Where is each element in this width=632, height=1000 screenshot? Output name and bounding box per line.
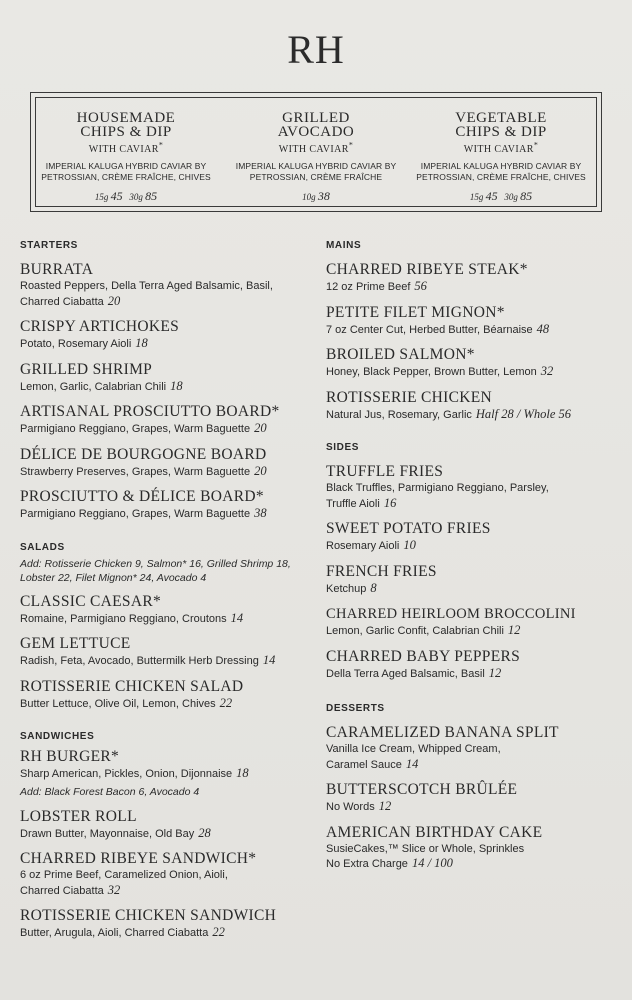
add-on-note: Add: Black Forest Bacon 6, Avocado 4 — [20, 785, 200, 798]
menu-item — [326, 463, 616, 511]
item-price: 12 — [488, 665, 502, 680]
item-name: GRILLED SHRIMP — [20, 360, 153, 378]
item-desc: Potato, Rosemary Aioli 18 — [20, 336, 148, 350]
item-name: LOBSTER ROLL — [20, 807, 137, 825]
caviar-desc: IMPERIAL KALUGA HYBRID CAVIAR BY PETROSSIAN, CRÈME FRAÎCHE, CHIVES — [41, 161, 211, 182]
caviar-item — [411, 111, 591, 204]
caviar-price: 15g 45 30g 85 — [469, 189, 533, 203]
rh-logo: RH — [287, 27, 345, 72]
section-heading: SANDWICHES — [20, 731, 95, 742]
item-price: 18 — [135, 336, 148, 350]
menu-item — [20, 678, 310, 712]
menu-item — [20, 403, 310, 437]
item-desc: Black Truffles, Parmigiano Reggiano, Parsley, Truffle Aioli 16 — [326, 482, 549, 510]
item-price: 28 — [198, 825, 211, 840]
item-desc: Parmigiano Reggiano, Grapes, Warm Baguette 20 — [20, 421, 267, 435]
item-desc: Vanilla Ice Cream, Whipped Cream, Caramel Sauce 14 — [326, 743, 501, 771]
item-desc: Drawn Butter, Mayonnaise, Old Bay 28 — [20, 825, 211, 840]
item-desc: Roasted Peppers, Della Terra Aged Balsamic, Basil, Charred Ciabatta 20 — [20, 280, 273, 308]
item-price: 32 — [107, 882, 121, 897]
caviar-item — [36, 111, 216, 204]
section-heading: MAINS — [326, 240, 362, 251]
section-heading: STARTERS — [20, 240, 78, 251]
item-desc: Ketchup 8 — [326, 580, 377, 595]
item-name: CARAMELIZED BANANA SPLIT — [326, 724, 559, 741]
item-desc: Lemon, Garlic, Calabrian Chili 18 — [20, 378, 183, 393]
menu-item — [20, 593, 310, 627]
item-desc: Sharp American, Pickles, Onion, Dijonnaise 18 — [20, 766, 249, 780]
caviar-title: CHIPS & DIP — [80, 124, 172, 140]
item-price: 56 — [414, 279, 427, 293]
item-name: GEM LETTUCE — [20, 635, 131, 652]
item-desc: No Words 12 — [326, 799, 392, 813]
item-name: PETITE FILET MIGNON* — [326, 303, 505, 321]
item-desc: Romaine, Parmigiano Reggiano, Croutons 14 — [20, 610, 244, 625]
item-name: CHARRED BABY PEPPERS — [326, 647, 521, 665]
item-name: BURRATA — [20, 261, 94, 278]
menu-item — [326, 261, 616, 295]
item-desc: Butter, Arugula, Aioli, Charred Ciabatta 22 — [20, 925, 225, 939]
menu-item — [20, 850, 310, 898]
item-name: ROTISSERIE CHICKEN SALAD — [20, 677, 244, 695]
item-desc: 6 oz Prime Beef, Caramelized Onion, Aioli, Charred Ciabatta 32 — [20, 869, 228, 897]
item-price: 32 — [540, 364, 554, 378]
caviar-subtitle: WITH CAVIAR* — [88, 140, 164, 155]
section-heading: DESSERTS — [326, 703, 385, 714]
caviar-title: CHIPS & DIP — [455, 124, 547, 140]
caviar-price: 15g 45 30g 85 — [94, 189, 158, 203]
item-name: AMERICAN BIRTHDAY CAKE — [326, 823, 543, 841]
item-name: DÉLICE DE BOURGOGNE BOARD — [20, 445, 267, 463]
menu-item — [20, 261, 310, 309]
item-desc: Rosemary Aioli 10 — [326, 538, 416, 552]
item-desc: Lemon, Garlic Confit, Calabrian Chili 12 — [326, 623, 521, 637]
item-desc: Butter Lettuce, Olive Oil, Lemon, Chives 22 — [20, 695, 233, 710]
menu-item — [20, 808, 310, 842]
item-desc: 7 oz Center Cut, Herbed Butter, Béarnaise 48 — [326, 321, 550, 336]
item-price: 22 — [212, 925, 225, 939]
item-desc: Strawberry Preserves, Grapes, Warm Baguette 20 — [20, 463, 267, 478]
item-price: 14 — [230, 610, 244, 625]
item-price: 8 — [370, 580, 377, 595]
menu-item — [20, 361, 310, 395]
caviar-desc: IMPERIAL KALUGA HYBRID CAVIAR BY PETROSSIAN, CRÈME FRAÎCHE — [235, 161, 397, 182]
menu-item — [326, 781, 616, 815]
caviar-title: HOUSEMADE — [76, 110, 176, 126]
item-price: 12 — [378, 799, 392, 813]
item-desc: Della Terra Aged Balsamic, Basil 12 — [326, 665, 502, 680]
menu-item — [326, 563, 616, 597]
item-price: 14 / 100 — [411, 856, 453, 870]
menu-item — [20, 318, 310, 352]
item-price: 22 — [219, 695, 233, 710]
item-price: 14 — [405, 756, 419, 771]
item-name: PROSCIUTTO & DÉLICE BOARD* — [20, 488, 264, 505]
menu-item — [326, 304, 616, 338]
item-name: BROILED SALMON* — [326, 346, 475, 363]
menu-item — [20, 907, 310, 941]
item-price: 12 — [507, 623, 521, 637]
left-column — [20, 240, 310, 950]
item-price: 18 — [236, 766, 249, 780]
right-column — [326, 240, 616, 881]
item-price: 20 — [254, 421, 267, 435]
item-name: FRENCH FRIES — [326, 562, 437, 580]
caviar-box — [30, 92, 602, 212]
item-desc: Parmigiano Reggiano, Grapes, Warm Baguette 38 — [20, 506, 267, 520]
item-desc: Radish, Feta, Avocado, Buttermilk Herb Dressing 14 — [20, 653, 276, 667]
menu-item — [326, 346, 616, 380]
caviar-title: GRILLED — [282, 110, 350, 126]
item-name: ROTISSERIE CHICKEN — [326, 388, 493, 406]
add-on-note: Add: Rotisserie Chicken 9, Salmon* 16, Grilled Shrimp 18, Lobster 22, Filet Mignon* 24, Avocado 4 — [20, 557, 291, 584]
item-name: SWEET POTATO FRIES — [326, 520, 491, 537]
item-price: 38 — [254, 506, 267, 520]
menu-item — [20, 635, 310, 669]
item-desc: Natural Jus, Rosemary, Garlic Half 28 / Whole 56 — [326, 406, 572, 421]
item-name: BUTTERSCOTCH BRÛLÉE — [326, 781, 518, 798]
item-desc: SusieCakes,™ Slice or Whole, Sprinkles No Extra Charge 14 / 100 — [326, 842, 525, 870]
item-name: ARTISANAL PROSCIUTTO BOARD* — [20, 403, 280, 420]
item-price: 18 — [170, 378, 183, 393]
caviar-subtitle: WITH CAVIAR* — [463, 140, 539, 155]
item-name: CHARRED HEIRLOOM BROCCOLINI — [326, 606, 576, 622]
menu-item — [326, 605, 616, 639]
item-name: RH BURGER* — [20, 748, 120, 765]
caviar-subtitle: WITH CAVIAR* — [278, 140, 354, 155]
item-price: 14 — [262, 653, 276, 667]
caviar-title: VEGETABLE — [455, 110, 547, 126]
item-price: Half 28 / Whole 56 — [475, 406, 572, 421]
caviar-price: 10g 38 — [302, 189, 330, 203]
menu-item — [20, 446, 310, 480]
menu-item — [20, 748, 310, 799]
menu-item — [326, 724, 616, 772]
caviar-item — [226, 111, 406, 204]
menu-item — [326, 389, 616, 423]
item-name: TRUFFLE FRIES — [326, 463, 444, 480]
item-name: CLASSIC CAESAR* — [20, 592, 162, 610]
item-price: 20 — [254, 463, 267, 478]
item-name: ROTISSERIE CHICKEN SANDWICH — [20, 907, 277, 924]
item-desc: Honey, Black Pepper, Brown Butter, Lemon 32 — [326, 364, 554, 378]
item-name: CHARRED RIBEYE STEAK* — [326, 261, 528, 278]
menu-item — [20, 488, 310, 522]
section-heading: SIDES — [326, 442, 360, 453]
section-heading: SALADS — [20, 541, 65, 553]
item-price: 10 — [403, 538, 416, 552]
caviar-title: AVOCADO — [277, 124, 355, 140]
item-name: CHARRED RIBEYE SANDWICH* — [20, 850, 257, 867]
menu-item — [326, 648, 616, 682]
item-price: 16 — [383, 495, 397, 510]
item-price: 20 — [107, 293, 121, 308]
menu-item — [326, 824, 616, 872]
item-price: 48 — [536, 321, 550, 336]
item-desc: 12 oz Prime Beef 56 — [326, 279, 427, 293]
menu-item — [326, 520, 616, 554]
caviar-desc: IMPERIAL KALUGA HYBRID CAVIAR BY PETROSSIAN, CRÈME FRAÎCHE, CHIVES — [416, 161, 586, 182]
item-name: CRISPY ARTICHOKES — [20, 318, 180, 335]
